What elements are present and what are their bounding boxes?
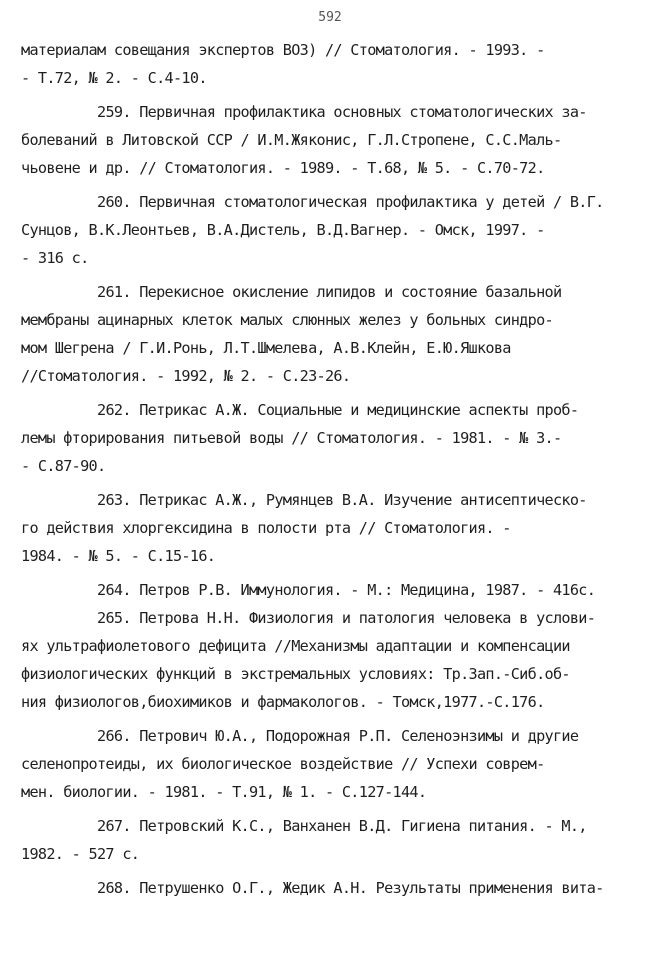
entry-260-line: 260. Первичная стоматологическая профилактика у детей / В.Г. — [97, 193, 604, 211]
text-line: - 316 с. — [21, 249, 89, 267]
entry-262-line: 262. Петрикас А.Ж. Социальные и медицинские аспекты проб- — [97, 401, 579, 419]
text-line: 1982. - 527 с. — [21, 845, 140, 863]
text-line: - С.87-90. — [21, 457, 106, 475]
entry-259-line: 259. Первичная профилактика основных стоматологических за- — [97, 103, 587, 121]
entry-268-line: 268. Петрушенко О.Г., Жедик А.Н. Результаты применения вита- — [97, 879, 604, 897]
entry-265-line: 265. Петрова Н.Н. Физиология и патология человека в услови- — [97, 609, 596, 627]
text-line: чьовене и др. // Стоматология. - 1989. - Т.68, № 5. - С.70-72. — [21, 159, 545, 177]
text-line: болеваний в Литовской ССР / И.М.Жяконис, Г.Л.Стропене, С.С.Маль- — [21, 131, 562, 149]
text-line: 1984. - № 5. - С.15-16. — [21, 547, 216, 565]
entry-267-line: 267. Петровский К.С., Ванханен В.Д. Гигиена питания. - М., — [97, 817, 587, 835]
text-line: мен. биологии. - 1981. - Т.91, № 1. - С.127-144. — [21, 783, 427, 801]
entry-264-line: 264. Петров Р.В. Иммунология. - М.: Медицина, 1987. - 416с. — [97, 581, 596, 599]
text-line: мембраны ацинарных клеток малых слюнных желез у больных синдро- — [21, 311, 553, 329]
entry-261-line: 261. Перекисное окисление липидов и состояние базальной — [97, 283, 562, 301]
text-line: Сунцов, В.К.Леонтьев, В.А.Дистель, В.Д.Вагнер. - Омск, 1997. - — [21, 221, 545, 239]
text-line: ях ультрафиолетового дефицита //Механизмы адаптации и компенсации — [21, 637, 570, 655]
text-line: мом Шегрена / Г.И.Ронь, Л.Т.Шмелева, А.В.Клейн, Е.Ю.Яшкова — [21, 339, 511, 357]
entry-263-line: 263. Петрикас А.Ж., Румянцев В.А. Изучение антисептическо- — [97, 491, 587, 509]
text-line: материалам совещания экспертов ВОЗ) // Стоматология. - 1993. - — [21, 41, 545, 59]
text-line: го действия хлоргексидина в полости рта // Стоматология. - — [21, 519, 511, 537]
bibliography-text — [21, 36, 641, 902]
page-number: 592 — [318, 10, 342, 25]
text-line: физиологических функций в экстремальных условиях: Тр.Зап.-Сиб.об- — [21, 665, 570, 683]
text-line: селенопротеиды, их биологическое воздействие // Успехи соврем- — [21, 755, 545, 773]
text-line: //Стоматология. - 1992, № 2. - С.23-26. — [21, 367, 351, 385]
text-line: лемы фторирования питьевой воды // Стоматология. - 1981. - № 3.- — [21, 429, 562, 447]
text-line: - Т.72, № 2. - С.4-10. — [21, 69, 207, 87]
text-line: ния физиологов,биохимиков и фармакологов. - Томск,1977.-С.176. — [21, 693, 545, 711]
entry-266-line: 266. Петрович Ю.А., Подорожная Р.П. Селеноэнзимы и другие — [97, 727, 579, 745]
